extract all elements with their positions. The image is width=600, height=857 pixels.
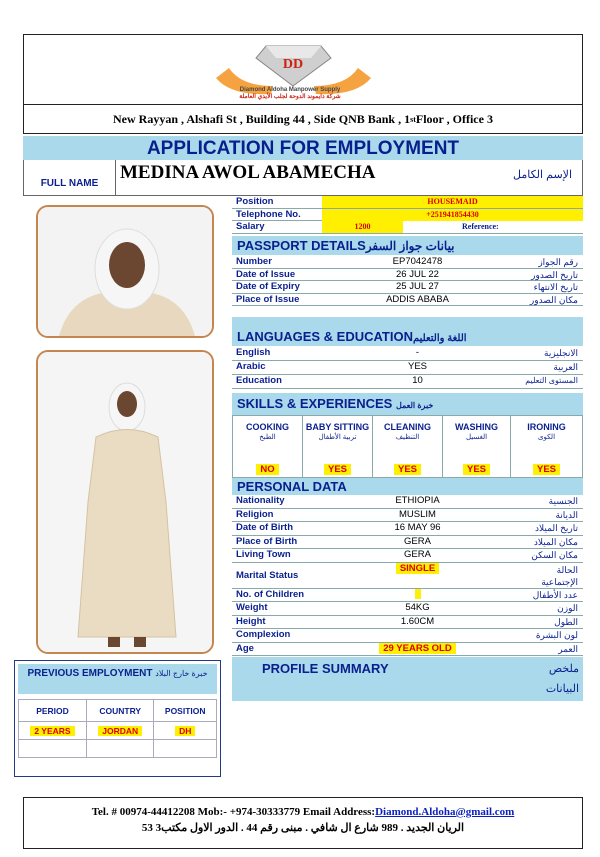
passport-issue-row: Date of Issue 26 JUL 22 تاريخ الصدور <box>232 269 583 282</box>
full-name-label-ar: الإسم الكامل <box>513 169 572 181</box>
weight-row: Weight 54KG الوزن <box>232 602 583 616</box>
height-row: Height 1.60CM الطول <box>232 616 583 630</box>
passport-rows <box>232 256 583 306</box>
previous-employment-box <box>14 660 221 777</box>
footer <box>23 797 583 849</box>
children-row: No. of Children عدد الأطفال <box>232 589 583 603</box>
profile-summary-title-ar: ملخص البيانات <box>545 663 579 695</box>
company-name <box>200 87 380 101</box>
passport-expiry-row: Date of Expiry 25 JUL 27 تاريخ الانتهاء <box>232 281 583 294</box>
table-row-empty <box>19 740 217 758</box>
skill-ironing: IRONING الكوى YES <box>527 422 566 475</box>
religion-row: Religion MUSLIM الديانة <box>232 509 583 523</box>
email-link[interactable]: Diamond.Aldoha@gmail.com <box>375 806 515 818</box>
english-row: English - الانجليزية <box>232 347 583 361</box>
portrait-photo <box>36 205 214 338</box>
table-row: 2 YEARS JORDAN DH <box>19 722 217 740</box>
position-value: HOUSEMAID <box>322 196 583 208</box>
company-name-ar: شركة دايموند الدوحة لجلب الأيدي العاملة <box>239 94 341 100</box>
skills-table <box>232 415 583 478</box>
skill-cooking: COOKING الطبخ NO <box>233 416 303 479</box>
skill-washing: WASHING الغسيل YES <box>443 416 511 479</box>
footer-address-ar: 53 الريان الجديد . 989 شارع ال شافي . مبنى رقم 44 . الدور الاول مكتب3 <box>141 822 465 834</box>
arabic-row: Arabic YES العربية <box>232 361 583 375</box>
skill-cleaning: CLEANING التنظيف YES <box>373 416 443 479</box>
education-row: Education 10 المستوى التعليم <box>232 375 583 389</box>
top-fields <box>232 196 583 234</box>
marital-value: SINGLE <box>396 563 439 574</box>
marital-row: Marital Status SINGLE الحالة الإجتماعية <box>232 563 583 589</box>
complexion-row: Complexion لون البشرة <box>232 629 583 643</box>
languages-section-header: LANGUAGES & EDUCATIONاللغة والتعليم <box>232 317 583 346</box>
full-name-label: FULL NAME <box>24 160 116 195</box>
dob-row: Date of Birth 16 MAY 96 تاريخ الميلاد <box>232 522 583 536</box>
age-row: Age 29 YEARS OLD العمر <box>232 643 583 657</box>
children-highlight <box>415 589 421 599</box>
table-header-row: PERIOD COUNTRY POSITION <box>19 700 217 722</box>
full-name-value: MEDINA AWOL ABAMECHA <box>120 162 376 183</box>
reference-label: Reference: <box>462 222 499 231</box>
skills-section-header: SKILLS & EXPERIENCES خبرة العمل <box>232 393 583 415</box>
svg-text:DD: DD <box>282 57 304 72</box>
position-row: Position HOUSEMAID <box>232 196 583 209</box>
passport-number-row: Number EP7042478 رقم الجواز <box>232 256 583 269</box>
age-value: 29 YEARS OLD <box>379 643 455 654</box>
passport-section-header: PASSPORT DETAILSبيانات جواز السفر <box>232 236 583 255</box>
salary-row: Salary 1200 Reference: <box>232 221 583 234</box>
personal-rows <box>232 495 583 656</box>
nationality-row: Nationality ETHIOPIA الجنسية <box>232 495 583 509</box>
telephone-value: +251941854430 <box>322 209 583 221</box>
telephone-row: Telephone No. +251941854430 <box>232 209 583 222</box>
company-name-en: Diamond Aldoha Manpower Supply <box>239 87 341 93</box>
page-title: APPLICATION FOR EMPLOYMENT <box>23 136 583 160</box>
passport-place-row: Place of Issue ADDIS ABABA مكان الصدور <box>232 294 583 307</box>
living-town-row: Living Town GERA مكان السكن <box>232 549 583 563</box>
skill-baby-sitting: BABY SITTING تربية الأطفال YES <box>303 416 373 479</box>
salary-value: 1200 <box>322 221 403 233</box>
footer-contact: Tel. # 00974-44412208 Mob:- +974-30333779 Email Address:Diamond.Aldoha@gmail.com <box>91 806 515 818</box>
full-name-bar <box>23 160 583 196</box>
profile-summary <box>232 657 583 701</box>
pob-row: Place of Birth GERA مكان الميلاد <box>232 536 583 550</box>
profile-summary-title: PROFILE SUMMARY <box>262 661 389 676</box>
full-body-photo <box>36 350 214 654</box>
personal-section-header: PERSONAL DATA <box>232 478 583 495</box>
previous-employment-table <box>18 699 217 758</box>
office-address: New Rayyan , Alshafi St , Building 44 , Side QNB Bank , 1 st Floor , Office 3 <box>23 104 583 134</box>
previous-employment-title: PREVIOUS EMPLOYMENT خبرة خارج البلاد <box>18 664 217 694</box>
languages-rows <box>232 347 583 389</box>
